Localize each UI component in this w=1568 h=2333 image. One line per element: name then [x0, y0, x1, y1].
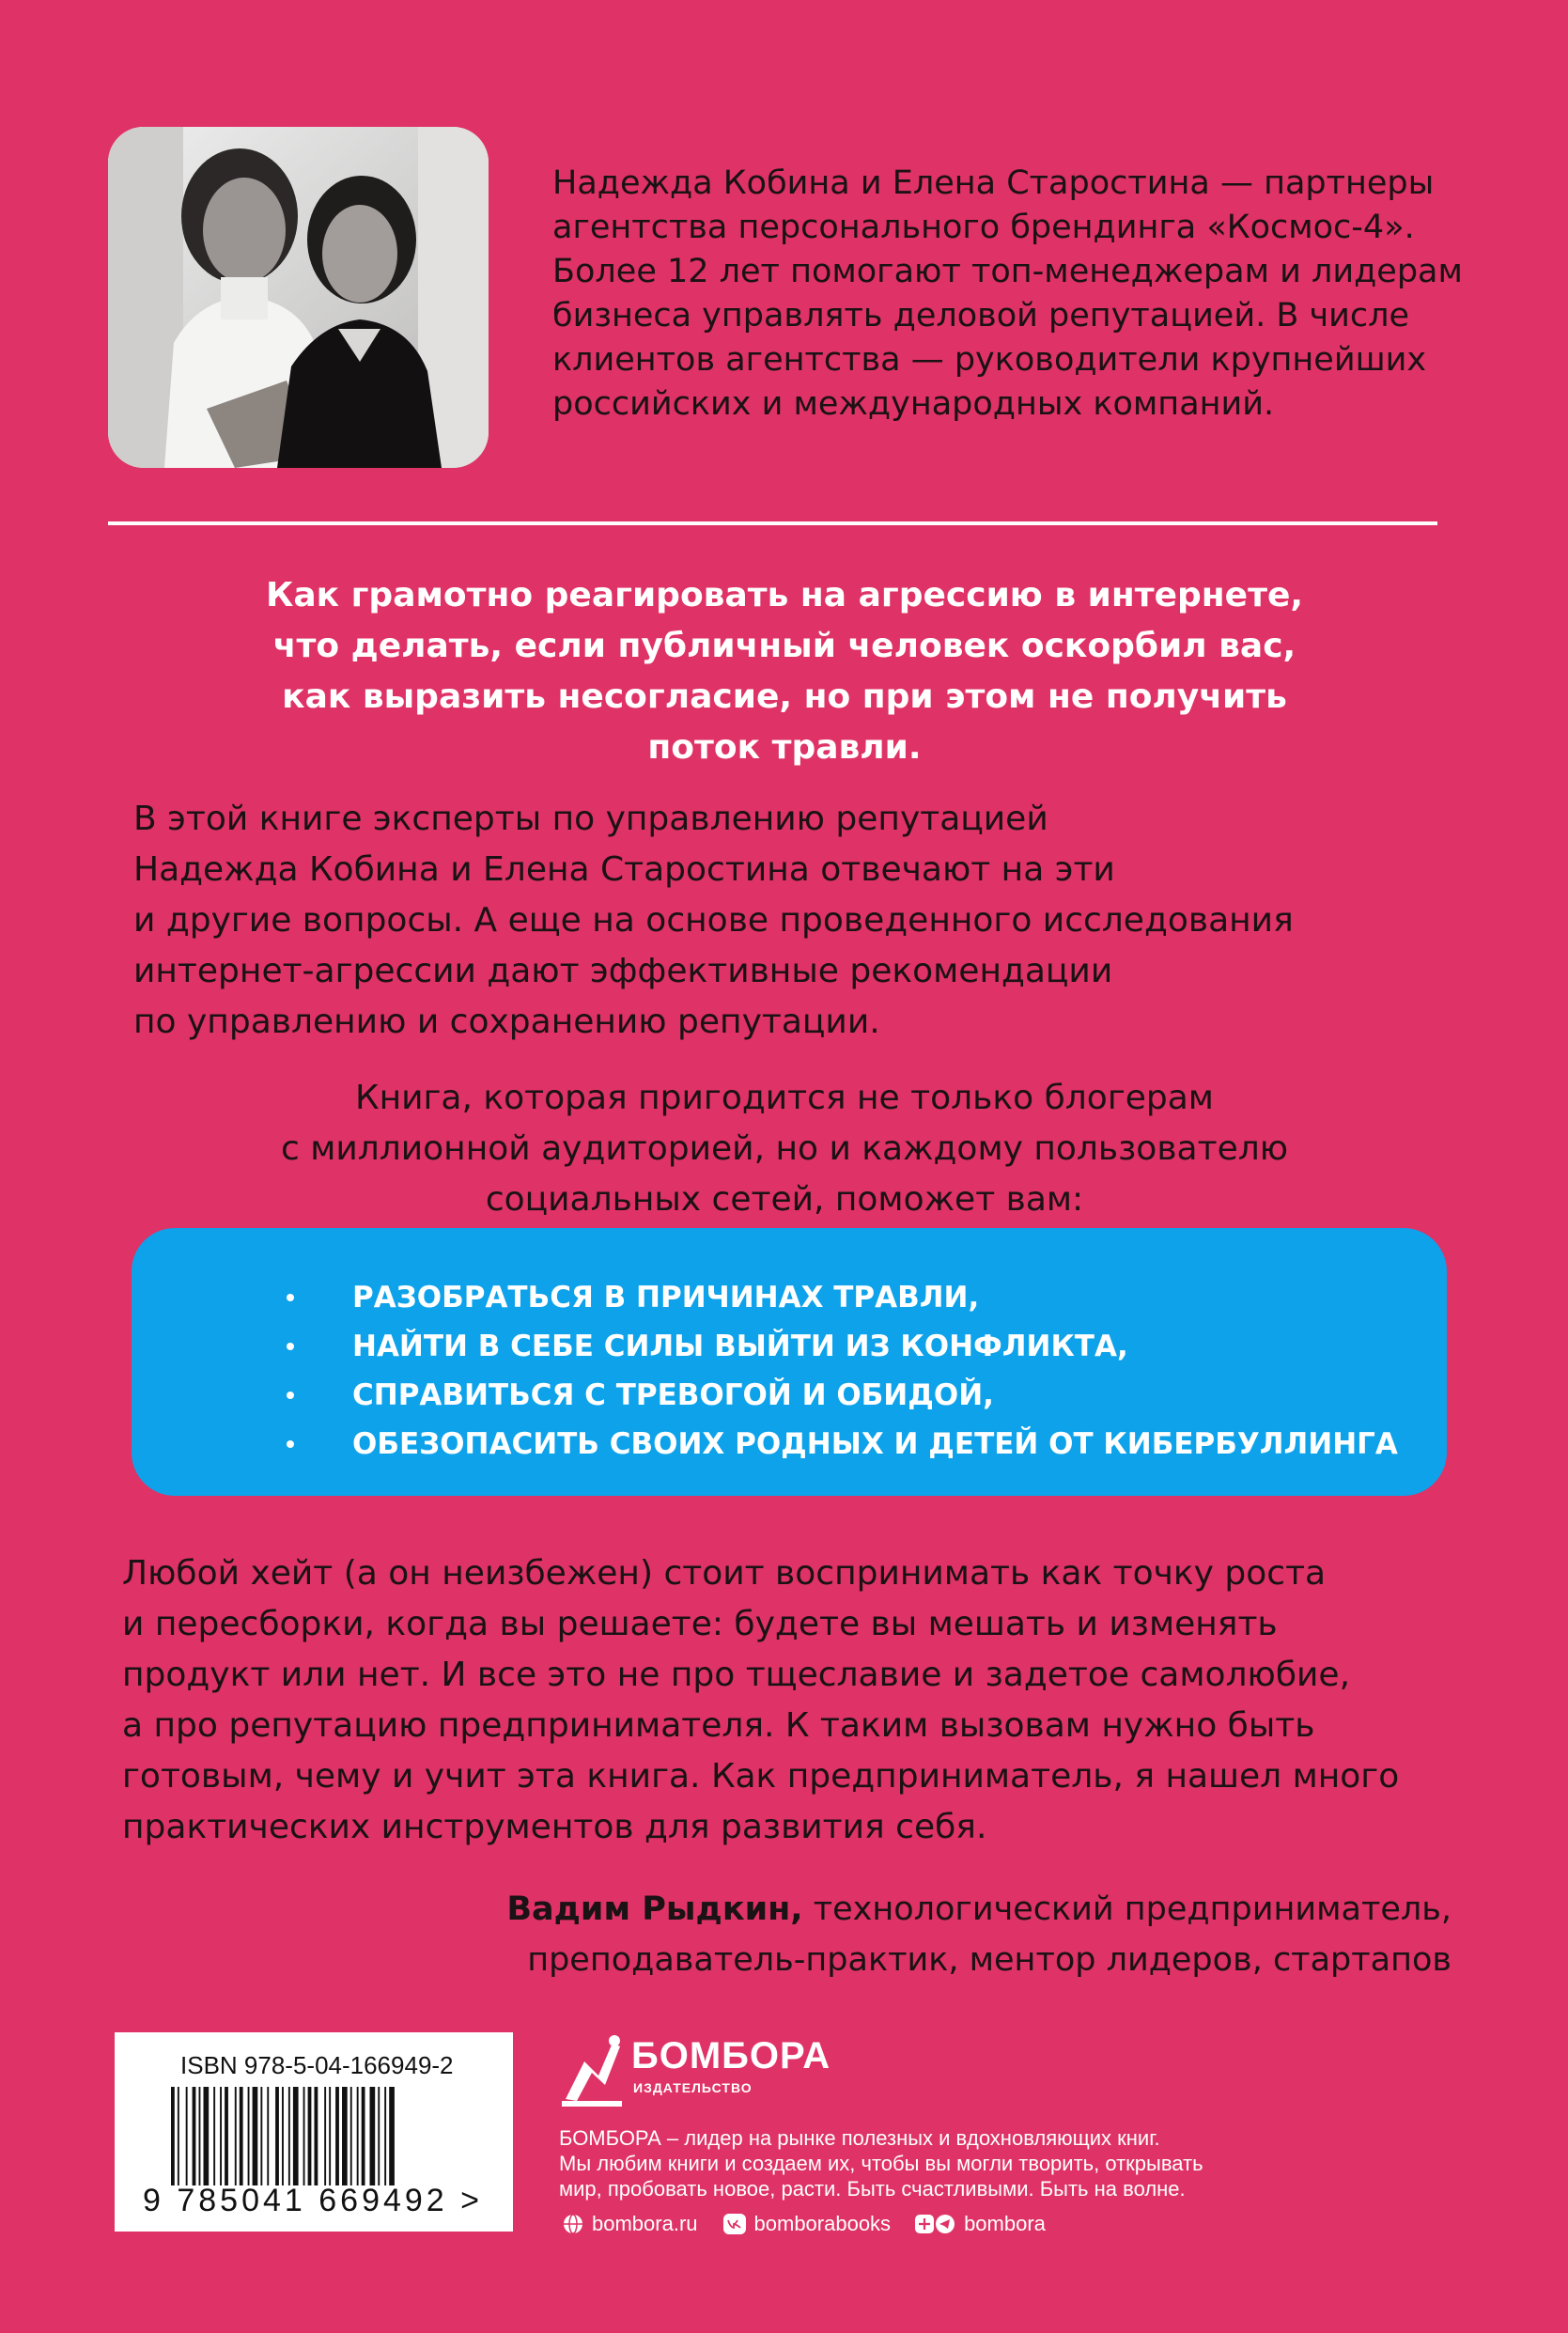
benefit-item [132, 1324, 1447, 1369]
barcode-bar [288, 2087, 290, 2185]
reviewer-role-continued: преподаватель-практик, ментор лидеров, стартапов [527, 1941, 1452, 1979]
barcode-bar [335, 2087, 339, 2185]
barcode-bar [315, 2087, 318, 2185]
barcode-bar [267, 2087, 269, 2185]
barcode-bar [342, 2087, 348, 2185]
benefit-item [132, 1422, 1447, 1467]
benefits-list [132, 1275, 1447, 1470]
intro-paragraph: Книга, которая пригодится не только блогерам с миллионной аудиторией, но и каждому пользователю социальных сетей, поможет вам: [280, 1079, 1289, 1219]
lead-paragraph: Как грамотно реагировать на агрессию в интернете, что делать, если публичный человек оскорбил вас, как выразить несогласие, но при этом не получить поток травли. [265, 576, 1304, 767]
vk-text: bomborabooks [753, 2212, 892, 2235]
divider [108, 521, 1437, 525]
barcode-bar [329, 2087, 331, 2185]
barcode-bar [370, 2087, 376, 2185]
barcode-bar [193, 2087, 196, 2185]
bullet-icon [287, 1294, 294, 1301]
publisher-description: БОМБОРА – лидер на рынке полезных и вдохновляющих книг. Мы любим книги и создаем их, чтобы вы могли творить, открывать мир, пробовать новое, расти. Быть счастливыми. Быть на волне. [559, 2126, 1203, 2201]
barcode-bar [240, 2087, 243, 2185]
social-links [562, 2208, 1046, 2240]
bullet-icon [287, 1440, 294, 1448]
barcode-bar [350, 2087, 352, 2185]
ean-number: 9 785041 669492 > [143, 2183, 484, 2218]
benefit-text: НАЙТИ В СЕБЕ СИЛЫ ВЫЙТИ ИЗ КОНФЛИКТА, [352, 1330, 1128, 1363]
barcode-bar [253, 2087, 258, 2185]
vk-link[interactable] [722, 2212, 892, 2236]
barcode-bar [308, 2087, 312, 2185]
barcode-bar [260, 2087, 262, 2185]
barcode-bar [199, 2087, 201, 2185]
messenger-link[interactable] [915, 2212, 1046, 2236]
reviewer-role: технологический предприниматель, [802, 1890, 1452, 1928]
publisher-logo [556, 2033, 829, 2108]
globe-icon [562, 2213, 584, 2235]
barcode-bar [275, 2087, 279, 2185]
benefit-text: ОБЕЗОПАСИТЬ СВОИХ РОДНЫХ И ДЕТЕЙ ОТ КИБЕРБУЛЛИНГА [352, 1427, 1398, 1461]
website-text: bombora.ru [592, 2212, 698, 2235]
barcode-bar [186, 2087, 188, 2185]
bullet-icon [287, 1392, 294, 1399]
bombora-logo-icon [556, 2033, 629, 2108]
bullet-icon [287, 1343, 294, 1350]
barcode-bar [378, 2087, 380, 2185]
benefit-text: СПРАВИТЬСЯ С ТРЕВОГОЙ И ОБИДОЙ, [352, 1378, 994, 1412]
barcode-bar [362, 2087, 365, 2185]
barcode-bars [171, 2087, 445, 2185]
barcode-bar [225, 2087, 228, 2185]
barcode-bar [248, 2087, 250, 2185]
barcode-bar [384, 2087, 386, 2185]
description-paragraph: В этой книге эксперты по управлению репутацией Надежда Кобина и Елена Старостина отвечают на эти и другие вопросы. А еще на основе проведенного исследования интернет-агрессии дают эффективные рекомендации по управлению и сохранению репутации. [133, 800, 1294, 1041]
barcode-bar [389, 2087, 395, 2185]
publisher-subtitle: ИЗДАТЕЛЬСТВО [633, 2080, 753, 2095]
benefit-text: РАЗОБРАТЬСЯ В ПРИЧИНАХ ТРАВЛИ, [352, 1281, 980, 1314]
barcode-bar [235, 2087, 237, 2185]
benefits-box [132, 1228, 1447, 1496]
benefit-item [132, 1373, 1447, 1418]
barcode-bar [357, 2087, 359, 2185]
vk-icon [722, 2213, 747, 2235]
reviewer-name: Вадим Рыдкин, [506, 1890, 803, 1928]
author-bio: Надежда Кобина и Елена Старостина — партнеры агентства персонального брендинга «Космос-4». Более 12 лет помогают топ-менеджерам и лидерам бизнеса управлять деловой репутацией. В числе клиентов агентства — руководители крупнейших российских и международных компаний. [552, 164, 1463, 423]
barcode-bar [213, 2087, 215, 2185]
barcode-bar [293, 2087, 299, 2185]
barcode-bar [171, 2087, 175, 2185]
plus-telegram-icon [915, 2213, 956, 2235]
barcode-bar [220, 2087, 222, 2185]
barcode-bar [324, 2087, 326, 2185]
publisher-name: БОМБОРА [631, 2035, 831, 2076]
review-quote: Любой хейт (а он неизбежен) стоит воспринимать как точку роста и пересборки, когда вы решаете: будете вы мешать и изменять продукт или нет. И все это не про тщеславие и задетое самолюбие, а про репутацию предпринимателя. К таким вызовам нужно быть готовым, чему и учит эта книга. Как предприниматель, я нашел много практических инструментов для развития себя. [122, 1554, 1400, 1846]
benefit-item [132, 1275, 1447, 1320]
barcode-bar [282, 2087, 284, 2185]
isbn-barcode [115, 2032, 513, 2232]
website-link[interactable] [562, 2212, 698, 2236]
barcode-bar [178, 2087, 179, 2185]
messenger-text: bombora [964, 2212, 1046, 2235]
barcode-bar [204, 2087, 210, 2185]
isbn-label: ISBN 978-5-04-166949-2 [180, 2051, 454, 2079]
author-photo [108, 127, 489, 468]
barcode-bar [303, 2087, 305, 2185]
review-signature [376, 1884, 1452, 1985]
